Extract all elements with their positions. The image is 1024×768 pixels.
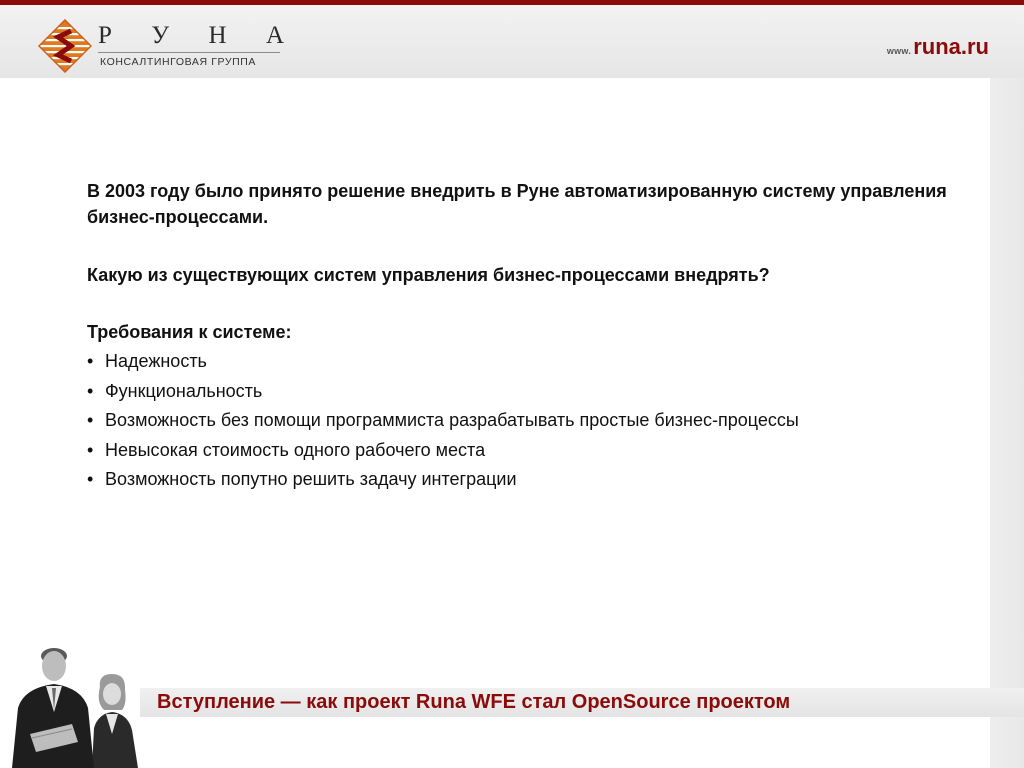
list-item [87,377,967,407]
brand-name [98,22,284,50]
requirement-text: Невысокая стоимость одного рабочего места [105,439,486,460]
business-people-icon [8,638,148,768]
slide-content [87,178,967,495]
requirements-list [87,347,967,495]
question-paragraph: Какую из существующих систем управления бизнес-процессами внедрять? [87,265,770,285]
brand-letter: У [151,22,170,49]
url-prefix: www. [886,46,912,56]
list-item [87,465,967,495]
brand-letter: А [265,22,284,49]
runa-logo-icon [38,19,92,73]
brand-subtitle: КОНСАЛТИНГОВАЯ ГРУППА [100,56,257,68]
brand-letter: Р [98,22,112,49]
website-url[interactable] [887,34,989,60]
brand-letter: Н [208,22,227,49]
requirements-title: Требования к системе: [87,322,292,342]
bullet-icon: • [87,410,94,430]
list-item [87,347,967,377]
bullet-icon: • [87,351,94,371]
bullet-icon: • [87,380,94,401]
requirement-text: Функциональность [105,380,263,401]
requirement-text: Надежность [105,351,207,371]
list-item [87,436,967,466]
footer-title: Вступление — как проект Runa WFE стал OpenSource проектом [157,691,791,713]
bullet-icon: • [87,469,94,489]
header [0,5,1024,78]
brand-divider [98,52,280,53]
bullet-icon: • [87,439,94,460]
url-domain: runa.ru [913,34,989,59]
intro-paragraph: В 2003 году было принято решение внедрить в Руне автоматизированную систему управления бизнес-процессами. [87,181,947,227]
requirement-text: Возможность без помощи программиста разрабатывать простые бизнес-процессы [105,410,799,430]
list-item [87,406,967,436]
right-decorative-strip [990,78,1024,768]
requirement-text: Возможность попутно решить задачу интеграции [105,469,517,489]
